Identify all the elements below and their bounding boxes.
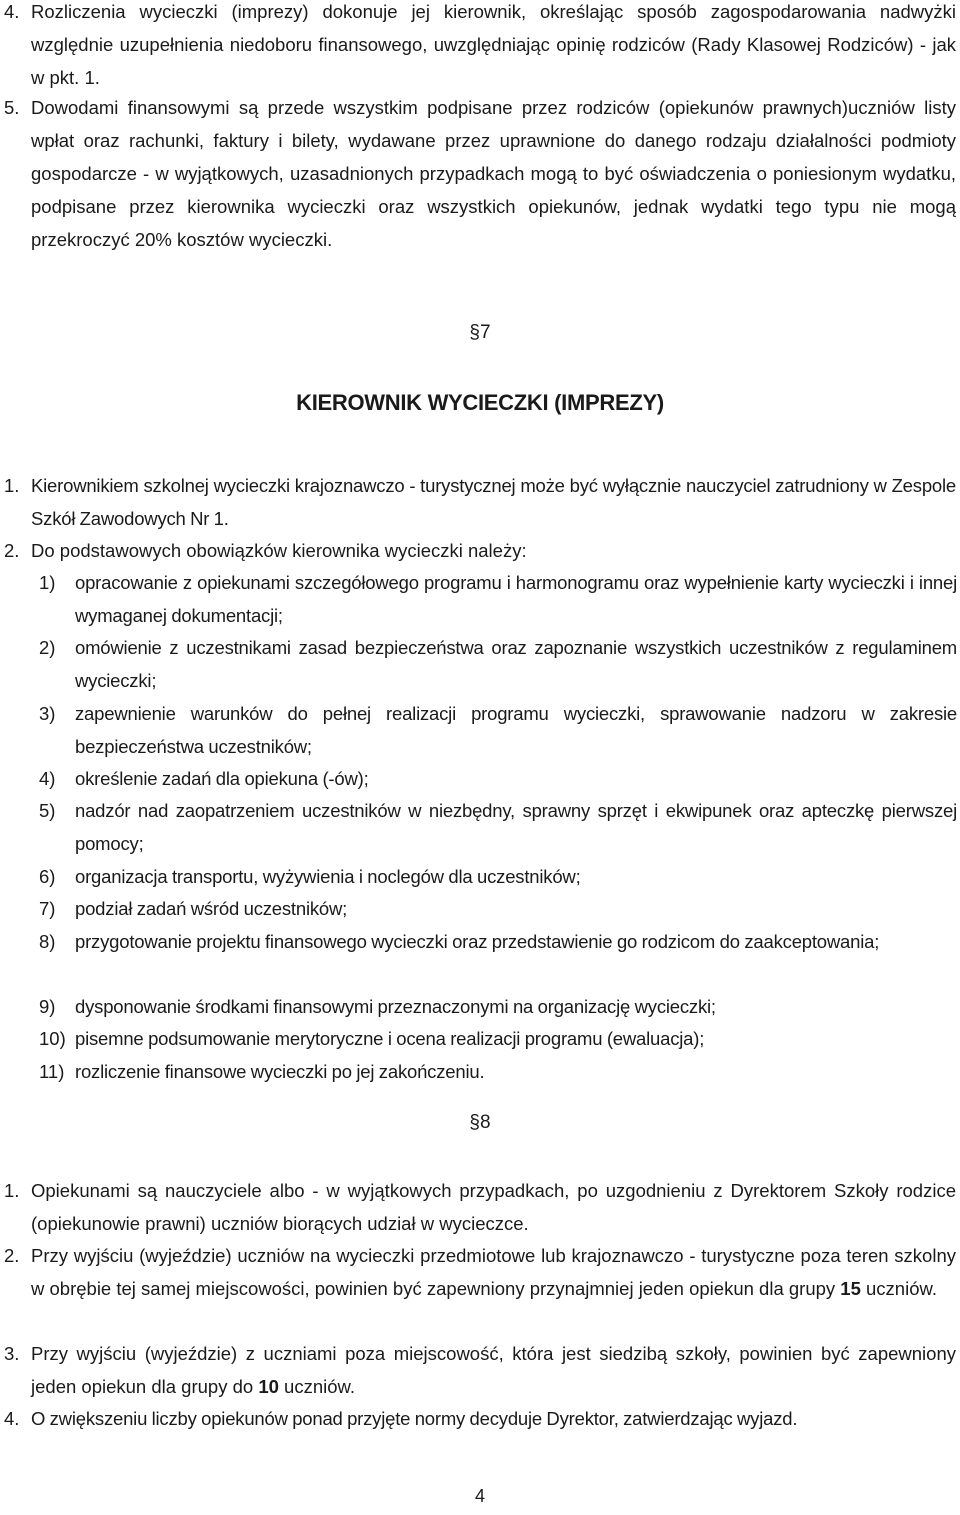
paragraph-text: Dowodami finansowymi są przede wszystkim podpisane przez rodziców (opiekunów prawnych)uczniów listy wpłat oraz rachunki, faktury i bilety, wydawane przez uprawnione do danego rodzaju działalności podmioty gospodarcze - w wyjątkowych, uzasadnionych przypadkach mogą to być oświadczenia o poniesionym wydatku, podpisane przez kierownika wycieczki oraz wszystkich opiekunów, jednak wydatki tego typu nie mogą przekroczyć 20% kosztów wycieczki.	[31, 97, 956, 250]
item-text-part: uczniów.	[860, 1278, 937, 1299]
item-text	[31, 1239, 956, 1305]
item-text-part: Przy wyjściu (wyjeździe) z uczniami poza miejscowość, która jest siedzibą szkoły, powinien być zapewniony jeden opiekun dla grupy do	[31, 1343, 956, 1397]
duty-text: przygotowanie projektu finansowego wycieczki oraz przedstawienie go rodzicom do zaakceptowania;	[75, 931, 880, 952]
duty-item	[39, 860, 957, 893]
duty-number: 1)	[39, 572, 56, 593]
section-mark-8: §8	[469, 1112, 491, 1133]
duty-item	[39, 925, 957, 958]
item-text: O zwiększeniu liczby opiekunów ponad przyjęte normy decyduje Dyrektor, zatwierdzając wyjazd.	[31, 1408, 798, 1429]
duty-item	[39, 697, 957, 763]
section-heading: KIEROWNIK WYCIECZKI (IMPREZY)	[296, 390, 664, 415]
paragraph-text: Rozliczenia wycieczki (imprezy) dokonuje jej kierownik, określając sposób zagospodarowania nadwyżki względnie uzupełnienia niedoboru finansowego, uwzględniając opinię rodziców (Rady Klasowej Rodziców) - jak w pkt. 1.	[31, 1, 956, 88]
group-size-value: 15	[840, 1278, 861, 1299]
duty-item	[39, 892, 957, 925]
duty-number: 9)	[39, 996, 56, 1017]
duty-number: 3)	[39, 703, 56, 724]
duty-text: podział zadań wśród uczestników;	[75, 898, 348, 919]
section8-item-2	[4, 1239, 956, 1305]
paragraph-number: 4.	[4, 1, 20, 22]
duty-item	[39, 762, 957, 795]
duty-text: nadzór nad zaopatrzeniem uczestników w niezbędny, sprawny sprzęt i ekwipunek oraz apteczkę pierwszej pomocy;	[75, 800, 957, 854]
section8-item-4	[4, 1402, 956, 1435]
item-text-part: Przy wyjściu (wyjeździe) uczniów na wycieczki przedmiotowe lub krajoznawczo - turystyczne poza teren szkolny w obrębie tej samej miejscowości, powinien być zapewniony przynajmniej jeden opiekun dla grupy	[31, 1245, 956, 1299]
section7-item-1	[4, 469, 956, 535]
item-text	[31, 1337, 956, 1403]
group-size-value: 10	[258, 1376, 279, 1397]
section7-item-2	[4, 534, 956, 567]
item-text: Opiekunami są nauczyciele albo - w wyjątkowych przypadkach, po uzgodnieniu z Dyrektorem Szkoły rodzice (opiekunowie prawni) uczniów biorących udział w wycieczce.	[31, 1180, 956, 1234]
duty-number: 2)	[39, 637, 56, 658]
duty-text: organizacja transportu, wyżywienia i noclegów dla uczestników;	[75, 866, 581, 887]
duty-number: 11)	[39, 1061, 65, 1082]
item-text-part: uczniów.	[278, 1376, 355, 1397]
duty-item	[39, 794, 957, 860]
duty-item	[39, 566, 957, 632]
duty-item	[39, 1055, 957, 1088]
duty-number: 6)	[39, 866, 56, 887]
duty-number: 10)	[39, 1028, 66, 1049]
item-number: 3.	[4, 1343, 20, 1364]
duty-item	[39, 631, 957, 697]
section-mark-7: §7	[469, 322, 491, 343]
duty-text: pisemne podsumowanie merytoryczne i ocena realizacji programu (ewaluacja);	[75, 1028, 705, 1049]
duty-text: zapewnienie warunków do pełnej realizacji programu wycieczki, sprawowanie nadzoru w zakresie bezpieczeństwa uczestników;	[75, 703, 957, 757]
duty-text: omówienie z uczestnikami zasad bezpieczeństwa oraz zapoznanie wszystkich uczestników z regulaminem wycieczki;	[75, 637, 957, 691]
item-number: 2.	[4, 540, 20, 561]
duty-text: opracowanie z opiekunami szczegółowego programu i harmonogramu oraz wypełnienie karty wycieczki i innej wymaganej dokumentacji;	[75, 572, 957, 626]
duty-text: dysponowanie środkami finansowymi przeznaczonymi na organizację wycieczki;	[75, 996, 716, 1017]
item-number: 4.	[4, 1408, 20, 1429]
duty-number: 5)	[39, 800, 56, 821]
duty-number: 8)	[39, 931, 56, 952]
item-text: Do podstawowych obowiązków kierownika wycieczki należy:	[31, 540, 527, 561]
item-number: 2.	[4, 1245, 20, 1266]
duty-item	[39, 990, 957, 1023]
duty-text: rozliczenie finansowe wycieczki po jej zakończeniu.	[75, 1061, 485, 1082]
section8-item-1	[4, 1174, 956, 1240]
duty-text: określenie zadań dla opiekuna (-ów);	[75, 768, 369, 789]
item-number: 1.	[4, 475, 20, 496]
duty-number: 7)	[39, 898, 56, 919]
paragraph-number: 5.	[4, 97, 20, 118]
paragraph-4	[4, 0, 956, 94]
item-number: 1.	[4, 1180, 20, 1201]
paragraph-5	[4, 91, 956, 256]
section8-item-3	[4, 1337, 956, 1403]
duty-number: 4)	[39, 768, 56, 789]
item-text: Kierownikiem szkolnej wycieczki krajoznawczo - turystycznej może być wyłącznie nauczyciel zatrudniony w Zespole Szkół Zawodowych Nr 1.	[31, 475, 956, 529]
duty-item	[39, 1022, 957, 1055]
page-number: 4	[474, 1486, 485, 1506]
